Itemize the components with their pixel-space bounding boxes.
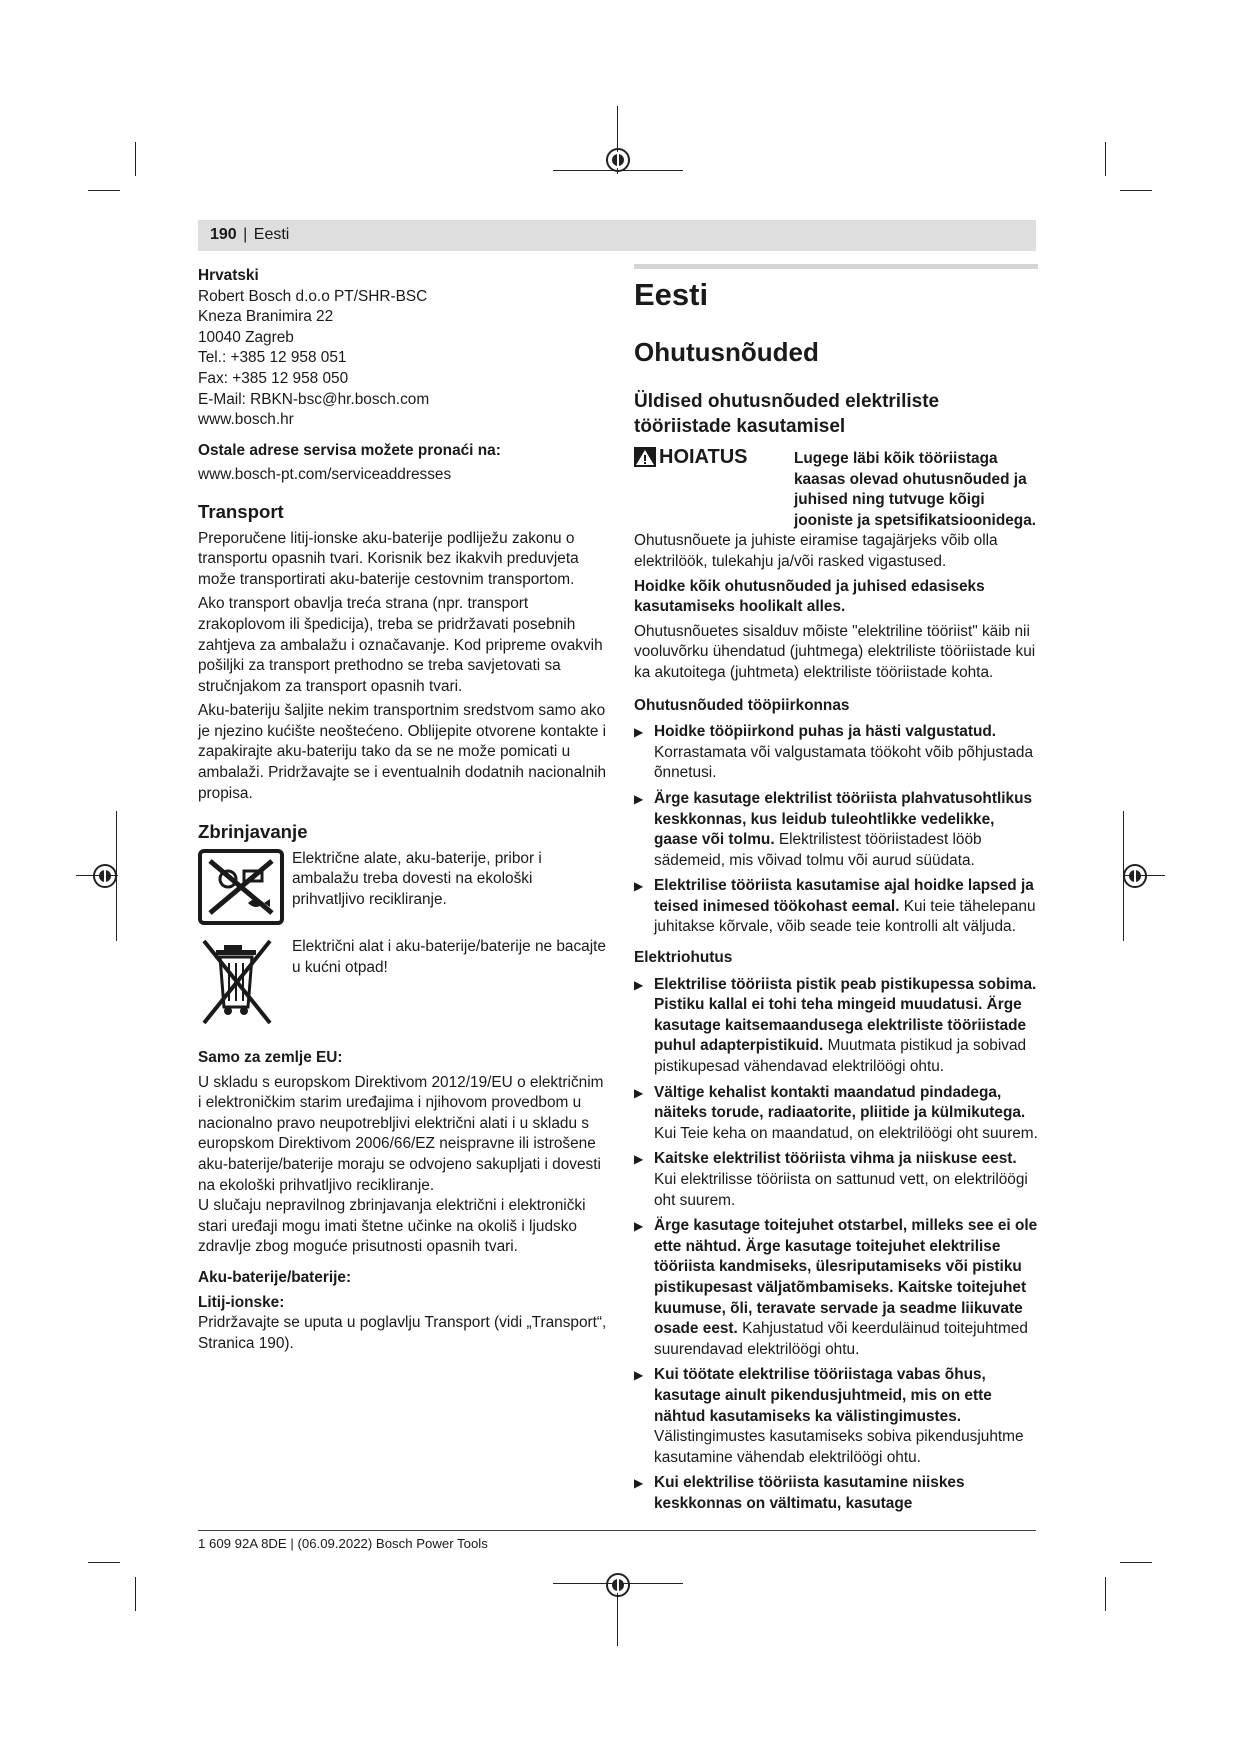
disposal-text: Električni alat i aku-baterije/baterije ne bacajte u kućni otpad! bbox=[292, 938, 606, 977]
crop-mark bbox=[1120, 190, 1152, 191]
header-separator: | bbox=[243, 226, 248, 243]
bullet-arrow-icon: ▶ bbox=[634, 977, 644, 992]
bullet-arrow-icon: ▶ bbox=[634, 879, 644, 894]
crop-mark bbox=[88, 1562, 120, 1563]
crop-mark bbox=[1120, 1562, 1152, 1563]
address-line: 10040 Zagreb bbox=[198, 328, 294, 346]
crop-mark bbox=[1105, 142, 1106, 176]
warning-consequence: Ohutusnõuete ja juhiste eiramise tagajärjeks võib olla elektrilöök, tulekahju ja/või rasked vigastused. bbox=[634, 532, 998, 570]
electrical-safety-heading: Elektriohutus bbox=[634, 949, 733, 967]
transport-heading: Transport bbox=[198, 500, 284, 522]
bullet-arrow-icon: ▶ bbox=[634, 1085, 644, 1100]
fax-line: Fax: +385 12 958 050 bbox=[198, 369, 349, 387]
disposal-heading: Zbrinjavanje bbox=[198, 821, 308, 843]
bullet-item: ▶ Kui elektrilise tööriista kasutamine niiskes keskkonnas on vältimatu, kasutage bbox=[634, 1474, 965, 1512]
term-definition: Ohutusnõuetes sisalduv mõiste "elektriline tööriist" käib nii vooluvõrku ühendatud (juhtmega) elektriliste tööriistade kui ka akutoitega (juhtmeta) elektriliste tööriistade kohta. bbox=[634, 622, 1036, 681]
service-url: www.bosch-pt.com/serviceaddresses bbox=[198, 466, 452, 484]
disposal-item bbox=[198, 937, 608, 1034]
work-area-heading: Ohutusnõuded tööpiirkonnas bbox=[634, 696, 850, 714]
phone-line: Tel.: +385 12 958 051 bbox=[198, 349, 347, 367]
address-line: Kneza Branimira 22 bbox=[198, 308, 334, 326]
keep-instructions: Hoidke kõik ohutusnõuded ja juhised edasiseks kasutamiseks hoolikalt alles. bbox=[634, 577, 985, 616]
chapter-title: Eesti bbox=[634, 277, 709, 312]
transport-paragraph: Ako transport obavlja treća strana (npr. transport zrakoplovom ili špedicija), treba se pridržavati posebnih zahtjeva za ambalažu i označavanje. Kod pripreme ovakvih pošiljki za transport prethodno se treba savjetovati sa stručnjakom za transport opasnih tvari. bbox=[198, 595, 603, 695]
page-number: 190 bbox=[210, 226, 237, 243]
eu-paragraph: U slučaju nepravilnog zbrinjavanja električni i elektronički stari uređaji mogu imati štetne učinke na okoliš i ljudsko zdravlje zbog moguće prisutnosti opasnih tvari. bbox=[198, 1197, 586, 1256]
crop-mark bbox=[135, 142, 136, 176]
section-title: Ohutusnõuded bbox=[634, 337, 819, 367]
registration-target-icon bbox=[606, 1573, 630, 1597]
bullet-item: ▶ Ärge kasutage elektrilist tööriista plahvatusohtlikus keskkonnas, kus leidub tuleohtlikke vedelikke, gaase või tolmu. Elektrilistest tööriistadest lööb sädemeid, mis võivad tolmu või aurud süüdata. bbox=[634, 789, 1033, 869]
bullet-arrow-icon: ▶ bbox=[634, 1476, 644, 1491]
transport-paragraph: Preporučene litij-ionske aku-baterije podliježu zakonu o transportu opasnih tvari. Korisnik bez ikakvih preduvjeta može transportirati aku-baterije cestovnim transportom. bbox=[198, 529, 579, 588]
registration-target-icon bbox=[93, 864, 117, 888]
eu-heading: Samo za zemlje EU: bbox=[198, 1049, 343, 1067]
registration-target-icon bbox=[606, 148, 630, 172]
bullet-item: ▶ Vältige kehalist kontakti maandatud pindadega, näiteks torude, radiaatorite, pliitide ja külmikutega. Kui Teie keha on maandatud, on elektrilöögi oht suurem. bbox=[634, 1083, 1038, 1142]
left-column bbox=[198, 266, 608, 1354]
section-bar bbox=[634, 264, 1038, 269]
bullet-item: ▶ Kui töötate elektrilise tööriistaga vabas õhus, kasutage ainult pikendusjuhtmeid, mis on ette nähtud kasutamiseks ka välistingimustes. Välistingimustes kasutamiseks sobiva pikendusjuhtme kasutamine vähendab elektrilöögi ohtu. bbox=[634, 1366, 1024, 1466]
bullet-arrow-icon: ▶ bbox=[634, 1152, 644, 1167]
bullet-arrow-icon: ▶ bbox=[634, 1219, 644, 1234]
bullet-item: ▶ Ärge kasutage toitejuhet otstarbel, milleks see ei ole ette nähtud. Ärge kasutage toitejuhet elektrilise tööriista kandmiseks, ülesriputamiseks või pistiku pistikupesast väljatõmbamiseks. Kaitske toitejuhet kuumuse, õli, teravate servade ja seadme liikuvate osade eest. Kahjustatud või keerduläinud toitejuhtmed suurendavad elektrilöögi ohtu. bbox=[634, 1217, 1038, 1358]
footer-rule bbox=[198, 1530, 1036, 1531]
service-heading: Hrvatski bbox=[198, 267, 259, 284]
crop-mark bbox=[88, 190, 120, 191]
bullet-arrow-icon: ▶ bbox=[634, 1368, 644, 1383]
bullet-arrow-icon: ▶ bbox=[634, 791, 644, 806]
warning-triangle-icon bbox=[634, 447, 656, 467]
bullet-item: ▶ Hoidke tööpiirkond puhas ja hästi valgustatud. Korrastamata või valgustamata töökoht võib põhjustada õnnetusi. bbox=[634, 723, 1034, 782]
crop-mark bbox=[135, 1577, 136, 1611]
footer-text: 1 609 92A 8DE | (06.09.2022) Bosch Power Tools bbox=[198, 1536, 488, 1551]
website-line: www.bosch.hr bbox=[198, 411, 294, 429]
bullet-item: ▶ Elektrilise tööriista kasutamise ajal hoidke lapsed ja teised inimesed töökohast eemal. Kui teie tähelepanu juhitakse kõrvale, võib seade teie kontrolli alt väljuda. bbox=[634, 877, 1036, 936]
crossed-bin-icon bbox=[198, 937, 284, 1034]
right-column bbox=[634, 264, 1038, 1520]
disposal-item bbox=[198, 849, 608, 932]
lithium-heading: Litij-ionske: bbox=[198, 1293, 285, 1311]
registration-target-icon bbox=[1123, 864, 1147, 888]
subsection-title: Üldised ohutusnõuded elektriliste tööriistade kasutamisel bbox=[634, 391, 940, 437]
recycling-icon bbox=[198, 849, 284, 932]
page-header bbox=[198, 220, 1036, 251]
address-line: Robert Bosch d.o.o PT/SHR-BSC bbox=[198, 287, 428, 305]
bullet-item: ▶ Elektrilise tööriista pistik peab pistikupessa sobima. Pistiku kallal ei tohi teha mingeid muudatusi. Ärge kasutage kaitsemaandusega elektriliste tööriistade puhul adapterpistikuid. Muutmata pistikud ja sobivad pistikupesad vähendavad elektrilöögi ohtu. bbox=[634, 975, 1037, 1076]
bullet-arrow-icon: ▶ bbox=[634, 725, 644, 740]
bullet-item: ▶ Kaitske elektrilist tööriista vihma ja niiskuse eest. Kui elektrilisse tööriista on sattunud vett, on elektrilöögi oht suurem. bbox=[634, 1150, 1028, 1209]
warning-block bbox=[634, 447, 1038, 531]
other-addresses-heading: Ostale adrese servisa možete pronaći na: bbox=[198, 441, 501, 459]
warning-label: HOIATUS bbox=[634, 447, 794, 468]
warning-text: Lugege läbi kõik tööriistaga kaasas olevad ohutusnõuded ja juhised ning tutvuge kõigi jooniste ja spetsifikatsioonidega. bbox=[794, 450, 1037, 529]
disposal-text: Električne alate, aku-baterije, pribor i ambalažu treba dovesti na ekološki prihvatljivo recikliranje. bbox=[292, 849, 542, 909]
lithium-text: Pridržavajte se uputa u poglavlju Transport (vidi „Transport“, Stranica 190). bbox=[198, 1314, 607, 1352]
battery-heading: Aku-baterije/baterije: bbox=[198, 1268, 352, 1286]
crop-mark bbox=[1105, 1577, 1106, 1611]
eu-paragraph: U skladu s europskom Direktivom 2012/19/EU o električnim i elektroničkim starim uređajima i njihovom provedbom u nacionalno pravo neupotrebljivi električni alati i u skladu s europskom Direktivom 2006/66/EZ neispravne ili istrošene aku-baterije/baterije moraju se odvojeno sakupljati i dovesti na ekološki prihvatljivo recikliranje. bbox=[198, 1073, 604, 1194]
header-section: Eesti bbox=[253, 226, 290, 243]
email-line: E-Mail: RBKN-bsc@hr.bosch.com bbox=[198, 390, 430, 408]
transport-paragraph: Aku-bateriju šaljite nekim transportnim sredstvom samo ako je njezino kućište neoštećeno. Oblijepite otvorene kontakte i zapakirajte aku-bateriju tako da se ne može pomicati u ambalaži. Pridržavajte se i eventualnih dodatnih nacionalnih propisa. bbox=[198, 702, 607, 802]
